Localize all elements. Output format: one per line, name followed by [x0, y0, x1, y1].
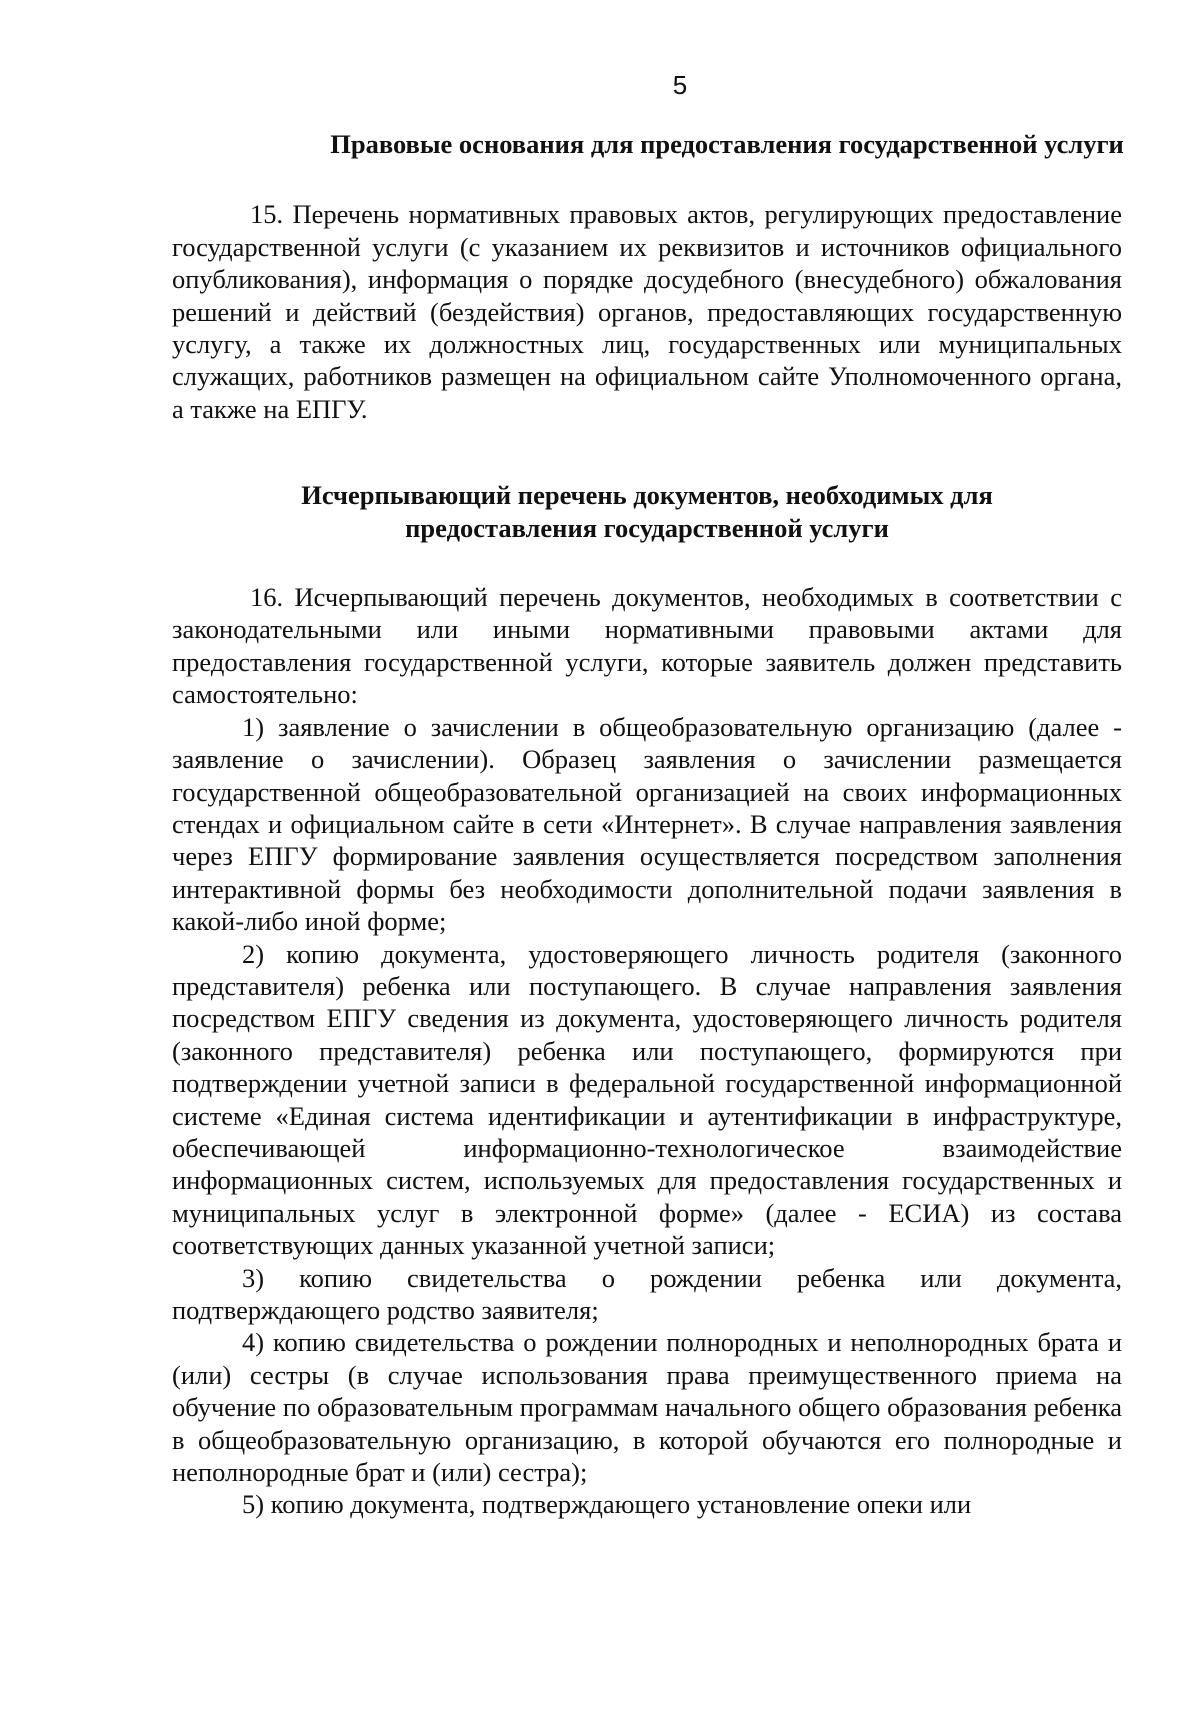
section-heading-documents-line-2: предоставления государственной услуги: [405, 512, 889, 543]
paragraph-16: 16. Исчерпывающий перечень документов, необходимых в соответствии с законодательными или иными нормативными правовыми актами для предоставления государственной услуги, которые заявитель должен представить самостоятельно:: [172, 582, 1122, 710]
list-item-5: 5) копию документа, подтверждающего установление опеки или: [242, 1489, 972, 1520]
list-item-2: 2) копию документа, удостоверяющего личность родителя (законного представителя) ребенка или поступающего. В случае направления заявления посредством ЕПГУ сведения из документа, удостоверяющего личность родителя (законного представителя) ребенка или поступающего, формируются при подтверждении учетной записи в федеральной государственной информационной системе «Единая система идентификации и аутентификации в инфраструктуре, обеспечивающей информационно-технологическое взаимодействие информационных систем, используемых для предоставления государственных и муниципальных услуг в электронной форме» (далее - ЕСИА) из состава соответствующих данных указанной учетной записи;: [172, 938, 1122, 1261]
list-item-1: 1) заявление о зачислении в общеобразовательную организацию (далее - заявление о зачислении). Образец заявления о зачислении размещается государственной общеобразовательной организацией на своих информационных стендах и официальном сайте в сети «Интернет». В случае направления заявления через ЕПГУ формирование заявления осуществляется посредством заполнения интерактивной формы без необходимости дополнительной подачи заявления в какой-либо иной форме;: [172, 711, 1122, 937]
page-number: 5: [672, 70, 688, 100]
list-item-4: 4) копию свидетельства о рождении полнородных и неполнородных брата и (или) сестры (в случае использования права преимущественного приема на обучение по образовательным программам начального общего образования ребенка в общеобразовательную организацию, в которой обучаются его полнородные и неполнородные брат и (или) сестра);: [172, 1327, 1122, 1488]
paragraph-15: 15. Перечень нормативных правовых актов, регулирующих предоставление государственной услуги (с указанием их реквизитов и источников официального опубликования), информация о порядке досудебного (внесудебного) обжалования решений и действий (бездействия) органов, предоставляющих государственную услугу, а также их должностных лиц, государственных или муниципальных служащих, работников размещен на официальном сайте Уполномоченного органа, а также на ЕПГУ.: [172, 199, 1122, 424]
document-body: [172, 128, 1122, 1521]
section-heading-documents: [172, 479, 1122, 544]
section-heading-legal-basis: Правовые основания для предоставления государственной услуги: [330, 129, 1124, 159]
list-item-3: 3) копию свидетельства о рождении ребенка или документа, подтверждающего родство заявителя;: [172, 1262, 1122, 1325]
section-heading-documents-line-1: Исчерпывающий перечень документов, необходимых для: [301, 480, 993, 511]
